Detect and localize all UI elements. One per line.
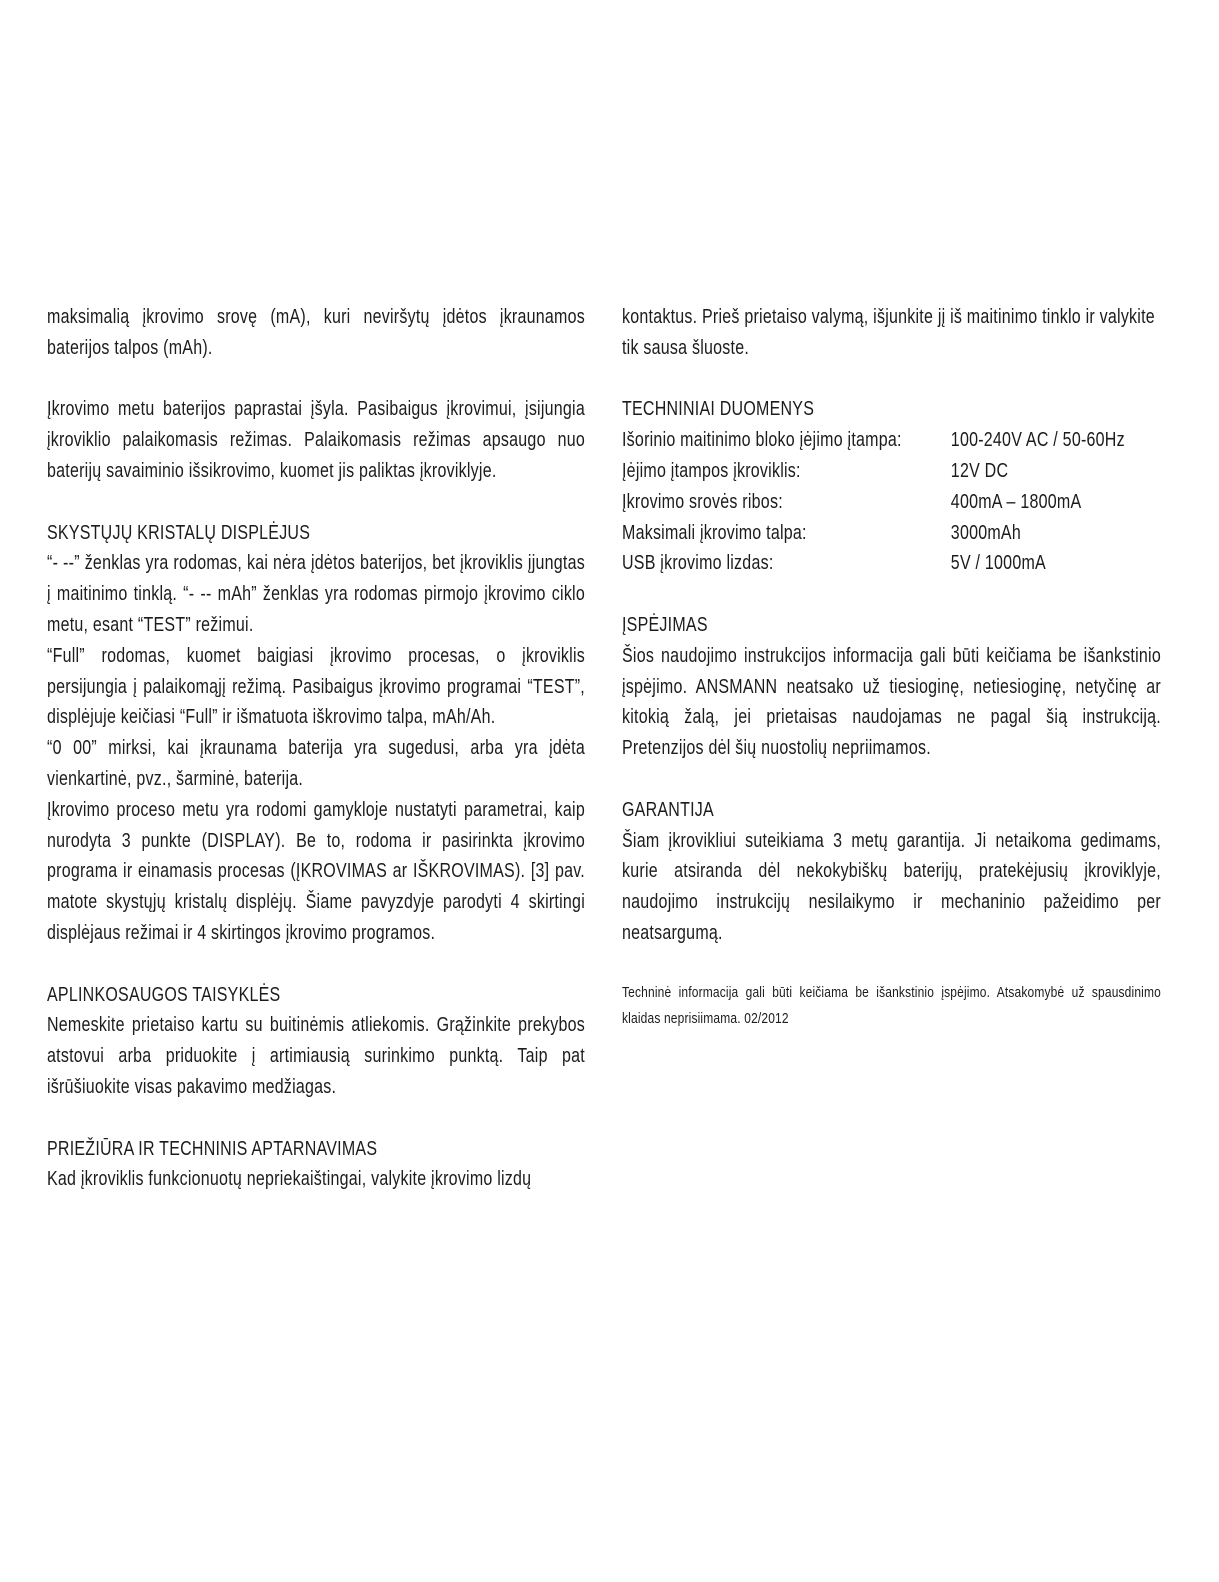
right-column: [622, 302, 1161, 1032]
care-paragraph-continued: kontaktus. Prieš prietaiso valymą, išjunkite jį iš maitinimo tinklo ir valykite tik sausa šluoste.: [622, 306, 1155, 359]
spec-row: [622, 518, 1161, 549]
spec-label: Įkrovimo srovės ribos:: [622, 490, 783, 513]
footnote: Techninė informacija gali būti keičiama be išankstinio įspėjimo. Atsakomybė už spausdinimo klaidas neprisiimama. 02/2012: [622, 983, 1161, 1027]
spec-label: Išorinio maitinimo bloko įėjimo įtampa:: [622, 429, 902, 452]
spec-label: Įėjimo įtampos įkroviklis:: [622, 459, 801, 482]
warranty-heading: GARANTIJA: [622, 798, 714, 821]
environment-heading: APLINKOSAUGOS TAISYKLĖS: [47, 983, 281, 1006]
left-column: [47, 302, 585, 1195]
display-paragraph-2: “Full” rodomas, kuomet baigiasi įkrovimo procesas, o įkroviklis persijungia į palaikomąjį režimą. Pasibaigus įkrovimo programai “TEST”, displėjuje keičiasi “Full” ir išmatuota iškrovimo talpa, mAh/Ah.: [47, 644, 585, 729]
tech-specs-table: [622, 425, 1161, 579]
display-paragraph-3: “0 00” mirksi, kai įkraunama baterija yra sugedusi, arba yra įdėta vienkartinė, pvz., šarminė, baterija.: [47, 737, 585, 790]
warning-heading: ĮSPĖJIMAS: [622, 613, 708, 636]
intro-paragraph: maksimalią įkrovimo srovę (mA), kuri neviršytų įdėtos įkraunamos baterijos talpos (mAh).: [47, 306, 585, 359]
spec-row: [622, 425, 1161, 456]
warranty-paragraph: Šiam įkrovikliui suteikiama 3 metų garantija. Ji netaikoma gedimams, kurie atsiranda dėl nekokybiškų baterijų, pratekėjusių įkroviklyje, naudojimo instrukcijų nesilaikymo ir mechaninio pažeidimo per neatsargumą.: [622, 829, 1161, 944]
display-paragraph-4: Įkrovimo proceso metu yra rodomi gamykloje nustatyti parametrai, kaip nurodyta 3 punkte (DISPLAY). Be to, rodoma ir pasirinkta įkrovimo programa ir einamasis procesas (ĮKROVIMAS ar IŠKROVIMAS). [3] pav. matote skystųjų kristalų displėjų. Šiame pavyzdyje parodyti 4 skirtingi displėjaus režimai ir 4 skirtingos įkrovimo programos.: [47, 798, 585, 944]
spec-value: 5V / 1000mA: [950, 552, 1046, 575]
spec-label: Maksimali įkrovimo talpa:: [622, 521, 807, 544]
care-heading: PRIEŽIŪRA IR TECHNINIS APTARNAVIMAS: [47, 1137, 378, 1160]
spec-row: [622, 456, 1161, 487]
spec-value: 400mA – 1800mA: [950, 490, 1082, 513]
spec-value: 3000mAh: [950, 521, 1021, 544]
charging-paragraph: Įkrovimo metu baterijos paprastai įšyla. Pasibaigus įkrovimui, įsijungia įkroviklio palaikomasis režimas. Palaikomasis režimas apsaugo nuo baterijų savaiminio išsikrovimo, kuomet jis paliktas įkroviklyje.: [47, 398, 585, 482]
environment-paragraph: Nemeskite prietaiso kartu su buitinėmis atliekomis. Grąžinkite prekybos atstovui arba priduokite į artimiausią surinkimo punktą. Taip pat išrūšiuokite visas pakavimo medžiagas.: [47, 1014, 585, 1098]
display-paragraph-1: “- --” ženklas yra rodomas, kai nėra įdėtos baterijos, bet įkroviklis įjungtas į maitinimo tinklą. “- -- mAh” ženklas yra rodomas pirmojo įkrovimo ciklo metu, esant “TEST” režimui.: [47, 552, 585, 636]
tech-data-heading: TECHNINIAI DUOMENYS: [622, 398, 815, 421]
spec-row: [622, 548, 1161, 579]
care-paragraph: Kad įkroviklis funkcionuotų nepriekaištingai, valykite įkrovimo lizdų: [47, 1168, 532, 1191]
warning-paragraph: Šios naudojimo instrukcijos informacija gali būti keičiama be išankstinio įspėjimo. ANSMANN neatsako už tiesioginę, netiesioginę, netyčinę ar kitokią žalą, jei prietaisas naudojamas ne pagal šią instrukciją. Pretenzijos dėl šių nuostolių nepriimamos.: [622, 644, 1161, 760]
display-heading: SKYSTŲJŲ KRISTALŲ DISPLĖJUS: [47, 521, 311, 544]
spec-value: 100-240V AC / 50-60Hz: [950, 429, 1125, 452]
spec-label: USB įkrovimo lizdas:: [622, 552, 774, 575]
spec-row: [622, 487, 1161, 518]
spec-value: 12V DC: [950, 459, 1009, 482]
